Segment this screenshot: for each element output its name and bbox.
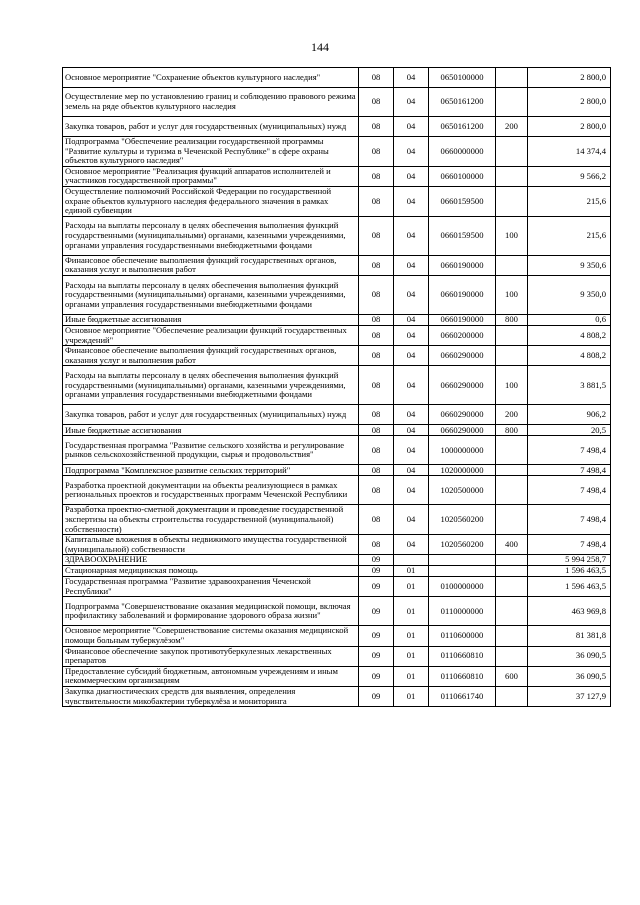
table-row <box>63 476 611 505</box>
row-section-cell: 08 <box>359 425 394 436</box>
table-row <box>63 166 611 186</box>
row-name-cell: Закупка диагностических средств для выявления, определения чувствительности микобактерии туберкулёза и мониторинга <box>63 687 359 707</box>
row-section-cell: 08 <box>359 166 394 186</box>
row-amount-cell: 4 808,2 <box>528 325 611 345</box>
row-target-article-cell: 0660200000 <box>429 325 496 345</box>
row-section-cell: 08 <box>359 535 394 555</box>
table-row <box>63 597 611 626</box>
row-target-article-cell: 0660000000 <box>429 137 496 167</box>
table-row <box>63 555 611 566</box>
row-target-article-cell: 0110660810 <box>429 646 496 666</box>
table-row <box>63 425 611 436</box>
row-expense-type-cell <box>496 597 528 626</box>
row-expense-type-cell: 800 <box>496 425 528 436</box>
row-target-article-cell: 0660290000 <box>429 346 496 366</box>
row-expense-type-cell <box>496 346 528 366</box>
budget-table <box>62 67 611 707</box>
row-name-cell: Государственная программа "Развитие здравоохранения Чеченской Республики" <box>63 577 359 597</box>
row-expense-type-cell: 100 <box>496 275 528 314</box>
row-subsection-cell: 04 <box>394 255 429 275</box>
row-name-cell: Капитальные вложения в объекты недвижимого имущества государственной (муниципальной) собственности <box>63 535 359 555</box>
row-name-cell: Основное мероприятие "Обеспечение реализации функций государственных учреждений" <box>63 325 359 345</box>
row-subsection-cell: 04 <box>394 476 429 505</box>
row-expense-type-cell <box>496 325 528 345</box>
row-subsection-cell: 04 <box>394 275 429 314</box>
table-row <box>63 535 611 555</box>
row-expense-type-cell <box>496 687 528 707</box>
row-expense-type-cell: 200 <box>496 405 528 425</box>
row-subsection-cell: 01 <box>394 626 429 646</box>
row-name-cell: Основное мероприятие "Сохранение объектов культурного наследия" <box>63 68 359 88</box>
row-target-article-cell: 1020560200 <box>429 505 496 535</box>
row-expense-type-cell <box>496 577 528 597</box>
row-target-article-cell: 0100000000 <box>429 577 496 597</box>
row-subsection-cell: 04 <box>394 325 429 345</box>
row-section-cell: 08 <box>359 255 394 275</box>
row-amount-cell: 7 498,4 <box>528 535 611 555</box>
table-row <box>63 325 611 345</box>
row-subsection-cell: 04 <box>394 117 429 137</box>
table-row <box>63 255 611 275</box>
row-section-cell: 09 <box>359 626 394 646</box>
row-expense-type-cell: 100 <box>496 366 528 405</box>
row-target-article-cell: 0660159500 <box>429 186 496 216</box>
row-amount-cell: 14 374,4 <box>528 137 611 167</box>
row-subsection-cell: 01 <box>394 566 429 577</box>
row-name-cell: Разработка проектно-сметной документации и проведение государственной экспертизы на объекты строительства государственной (муниципальной) собственности) <box>63 505 359 535</box>
row-expense-type-cell <box>496 476 528 505</box>
row-expense-type-cell <box>496 646 528 666</box>
row-section-cell: 08 <box>359 405 394 425</box>
row-target-article-cell: 0110000000 <box>429 597 496 626</box>
row-section-cell: 09 <box>359 597 394 626</box>
row-expense-type-cell <box>496 465 528 476</box>
table-row <box>63 68 611 88</box>
row-target-article-cell: 0660159500 <box>429 216 496 255</box>
row-name-cell: Иные бюджетные ассигнования <box>63 425 359 436</box>
row-target-article-cell: 0650161200 <box>429 88 496 117</box>
row-target-article-cell: 0110661740 <box>429 687 496 707</box>
table-row <box>63 626 611 646</box>
row-expense-type-cell <box>496 566 528 577</box>
row-target-article-cell <box>429 555 496 566</box>
row-amount-cell: 9 350,6 <box>528 255 611 275</box>
row-subsection-cell: 04 <box>394 216 429 255</box>
row-subsection-cell: 04 <box>394 186 429 216</box>
row-subsection-cell: 04 <box>394 68 429 88</box>
row-target-article-cell: 1020000000 <box>429 465 496 476</box>
row-subsection-cell: 04 <box>394 137 429 167</box>
row-amount-cell: 463 969,8 <box>528 597 611 626</box>
row-amount-cell: 906,2 <box>528 405 611 425</box>
row-name-cell: Подпрограмма "Обеспечение реализации государственной программы "Развитие культуры и туризма в Чеченской Республике" в сфере охраны объектов культурного наследия" <box>63 137 359 167</box>
row-amount-cell: 7 498,4 <box>528 505 611 535</box>
row-name-cell: Закупка товаров, работ и услуг для государственных (муниципальных) нужд <box>63 117 359 137</box>
table-row <box>63 465 611 476</box>
row-name-cell: Иные бюджетные ассигнования <box>63 314 359 325</box>
row-section-cell: 08 <box>359 505 394 535</box>
row-name-cell: Основное мероприятие "Реализация функций аппаратов исполнителей и участников государственной программы" <box>63 166 359 186</box>
row-section-cell: 09 <box>359 577 394 597</box>
row-section-cell: 09 <box>359 666 394 686</box>
row-expense-type-cell <box>496 255 528 275</box>
row-subsection-cell: 01 <box>394 687 429 707</box>
row-section-cell: 09 <box>359 555 394 566</box>
row-amount-cell: 5 994 258,7 <box>528 555 611 566</box>
row-subsection-cell: 04 <box>394 465 429 476</box>
table-row <box>63 314 611 325</box>
row-section-cell: 08 <box>359 117 394 137</box>
row-amount-cell: 215,6 <box>528 186 611 216</box>
row-name-cell: Финансовое обеспечение выполнения функций государственных органов, оказания услуг и выполнения работ <box>63 255 359 275</box>
budget-table-body <box>63 68 611 707</box>
row-expense-type-cell <box>496 626 528 646</box>
table-row <box>63 687 611 707</box>
row-subsection-cell: 04 <box>394 88 429 117</box>
row-amount-cell: 215,6 <box>528 216 611 255</box>
row-amount-cell: 20,5 <box>528 425 611 436</box>
row-amount-cell: 7 498,4 <box>528 465 611 476</box>
table-row <box>63 346 611 366</box>
row-target-article-cell <box>429 566 496 577</box>
row-amount-cell: 1 596 463,5 <box>528 577 611 597</box>
row-amount-cell: 0,6 <box>528 314 611 325</box>
row-expense-type-cell: 100 <box>496 216 528 255</box>
page-number: 144 <box>311 40 329 54</box>
row-expense-type-cell: 200 <box>496 117 528 137</box>
row-subsection-cell: 01 <box>394 646 429 666</box>
row-target-article-cell: 0650161200 <box>429 117 496 137</box>
row-amount-cell: 4 808,2 <box>528 346 611 366</box>
table-row <box>63 566 611 577</box>
row-name-cell: Осуществление мер по установлению границ и соблюдению правового режима земель на ряде объектов культурного наследия <box>63 88 359 117</box>
row-amount-cell: 37 127,9 <box>528 687 611 707</box>
table-row <box>63 505 611 535</box>
row-amount-cell: 1 596 463,5 <box>528 566 611 577</box>
row-section-cell: 08 <box>359 476 394 505</box>
row-name-cell: Подпрограмма "Комплексное развитие сельских территорий" <box>63 465 359 476</box>
row-section-cell: 09 <box>359 566 394 577</box>
row-subsection-cell: 01 <box>394 577 429 597</box>
row-subsection-cell: 04 <box>394 314 429 325</box>
row-amount-cell: 7 498,4 <box>528 476 611 505</box>
row-subsection-cell: 04 <box>394 436 429 465</box>
row-subsection-cell: 04 <box>394 166 429 186</box>
row-name-cell: ЗДРАВООХРАНЕНИЕ <box>63 555 359 566</box>
row-name-cell: Расходы на выплаты персоналу в целях обеспечения выполнения функций государственными (муниципальными) органами, казенными учреждениями, органами управления государственными внебюджетными фондами <box>63 275 359 314</box>
row-name-cell: Закупка товаров, работ и услуг для государственных (муниципальных) нужд <box>63 405 359 425</box>
row-target-article-cell: 0660190000 <box>429 314 496 325</box>
row-name-cell: Разработка проектной документации на объекты реализующиеся в рамках региональных проектов и государственных программ Чеченской Республики <box>63 476 359 505</box>
table-row <box>63 117 611 137</box>
row-expense-type-cell: 400 <box>496 535 528 555</box>
row-section-cell: 08 <box>359 186 394 216</box>
row-name-cell: Подпрограмма "Совершенствование оказания медицинской помощи, включая профилактику заболеваний и формирование здорового образа жизни" <box>63 597 359 626</box>
row-section-cell: 08 <box>359 366 394 405</box>
table-row <box>63 275 611 314</box>
row-target-article-cell: 0110600000 <box>429 626 496 646</box>
row-name-cell: Основное мероприятие "Совершенствование системы оказания медицинской помощи больным туберкулёзом" <box>63 626 359 646</box>
row-expense-type-cell: 600 <box>496 666 528 686</box>
row-amount-cell: 9 566,2 <box>528 166 611 186</box>
row-amount-cell: 2 800,0 <box>528 88 611 117</box>
row-subsection-cell: 04 <box>394 346 429 366</box>
row-amount-cell: 9 350,0 <box>528 275 611 314</box>
row-section-cell: 08 <box>359 325 394 345</box>
row-target-article-cell: 0660290000 <box>429 425 496 436</box>
row-section-cell: 08 <box>359 88 394 117</box>
row-expense-type-cell <box>496 436 528 465</box>
row-amount-cell: 36 090,5 <box>528 646 611 666</box>
row-subsection-cell: 01 <box>394 597 429 626</box>
table-row <box>63 366 611 405</box>
row-amount-cell: 81 381,8 <box>528 626 611 646</box>
row-expense-type-cell <box>496 555 528 566</box>
row-amount-cell: 2 800,0 <box>528 117 611 137</box>
row-amount-cell: 7 498,4 <box>528 436 611 465</box>
table-row <box>63 88 611 117</box>
row-name-cell: Государственная программа "Развитие сельского хозяйства и регулирование рынков сельскохозяйственной продукции, сырья и продовольствия" <box>63 436 359 465</box>
row-subsection-cell <box>394 555 429 566</box>
table-row <box>63 405 611 425</box>
row-target-article-cell: 1020500000 <box>429 476 496 505</box>
table-row <box>63 577 611 597</box>
row-section-cell: 08 <box>359 346 394 366</box>
row-target-article-cell: 0110660810 <box>429 666 496 686</box>
row-target-article-cell: 0660290000 <box>429 366 496 405</box>
row-target-article-cell: 0660190000 <box>429 275 496 314</box>
row-subsection-cell: 01 <box>394 666 429 686</box>
row-expense-type-cell <box>496 166 528 186</box>
row-target-article-cell: 0650100000 <box>429 68 496 88</box>
table-row <box>63 137 611 167</box>
row-name-cell: Расходы на выплаты персоналу в целях обеспечения выполнения функций государственными (муниципальными) органами, казенными учреждениями, органами управления государственными внебюджетными фондами <box>63 366 359 405</box>
row-subsection-cell: 04 <box>394 535 429 555</box>
row-section-cell: 08 <box>359 68 394 88</box>
row-amount-cell: 3 881,5 <box>528 366 611 405</box>
row-name-cell: Стационарная медицинская помощь <box>63 566 359 577</box>
row-subsection-cell: 04 <box>394 366 429 405</box>
row-expense-type-cell <box>496 88 528 117</box>
row-section-cell: 09 <box>359 687 394 707</box>
table-row <box>63 666 611 686</box>
row-target-article-cell: 0660100000 <box>429 166 496 186</box>
row-amount-cell: 36 090,5 <box>528 666 611 686</box>
row-amount-cell: 2 800,0 <box>528 68 611 88</box>
row-expense-type-cell <box>496 505 528 535</box>
row-section-cell: 08 <box>359 465 394 476</box>
table-row <box>63 646 611 666</box>
row-expense-type-cell <box>496 186 528 216</box>
row-name-cell: Финансовое обеспечение закупок противотуберкулезных лекарственных препаратов <box>63 646 359 666</box>
row-section-cell: 08 <box>359 436 394 465</box>
row-target-article-cell: 0660290000 <box>429 405 496 425</box>
row-section-cell: 09 <box>359 646 394 666</box>
row-target-article-cell: 0660190000 <box>429 255 496 275</box>
table-row <box>63 436 611 465</box>
row-section-cell: 08 <box>359 216 394 255</box>
row-subsection-cell: 04 <box>394 425 429 436</box>
row-expense-type-cell: 800 <box>496 314 528 325</box>
row-name-cell: Финансовое обеспечение выполнения функций государственных органов, оказания услуг и выполнения работ <box>63 346 359 366</box>
row-expense-type-cell <box>496 137 528 167</box>
table-row <box>63 216 611 255</box>
table-row <box>63 186 611 216</box>
row-name-cell: Предоставление субсидий бюджетным, автономным учреждениям и иным некоммерческим организациям <box>63 666 359 686</box>
row-name-cell: Расходы на выплаты персоналу в целях обеспечения выполнения функций государственными (муниципальными) органами, казенными учреждениями, органами управления государственными внебюджетными фондами <box>63 216 359 255</box>
row-subsection-cell: 04 <box>394 505 429 535</box>
row-expense-type-cell <box>496 68 528 88</box>
row-section-cell: 08 <box>359 137 394 167</box>
row-section-cell: 08 <box>359 314 394 325</box>
row-target-article-cell: 1020560200 <box>429 535 496 555</box>
row-name-cell: Осуществление полномочий Российской Федерации по государственной охране объектов культурного наследия федерального значения в рамках единой субвенции <box>63 186 359 216</box>
row-target-article-cell: 1000000000 <box>429 436 496 465</box>
row-subsection-cell: 04 <box>394 405 429 425</box>
row-section-cell: 08 <box>359 275 394 314</box>
